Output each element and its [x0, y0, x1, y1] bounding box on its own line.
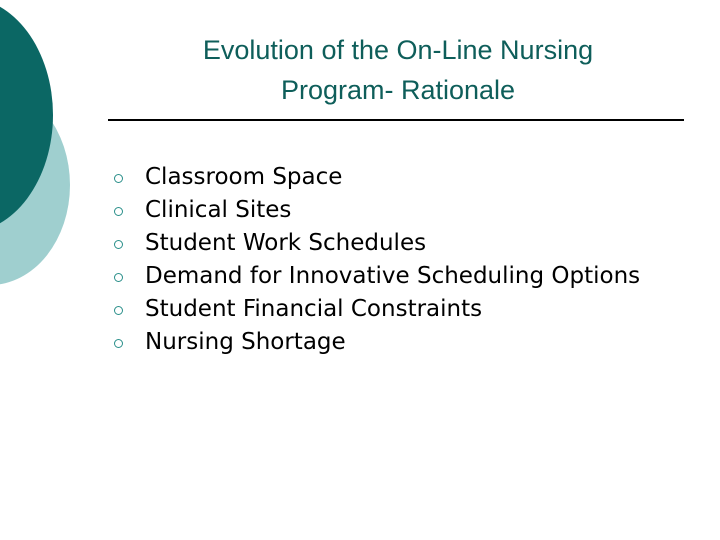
circle-bullet-icon: [114, 240, 123, 249]
bullet-item: [112, 297, 702, 322]
bullet-text: Student Financial Constraints: [145, 296, 483, 322]
bullet-item: [112, 165, 702, 190]
bullet-text: Classroom Space: [145, 164, 343, 190]
title-divider: [108, 119, 684, 121]
title-line-1: Evolution of the On-Line Nursing: [202, 35, 594, 65]
bullet-text: Nursing Shortage: [145, 329, 346, 355]
bullet-list: [112, 165, 702, 363]
slide-title: [118, 30, 678, 110]
bullet-item: [112, 231, 702, 256]
bullet-item: [112, 198, 702, 223]
title-line-2: Program- Rationale: [280, 75, 516, 105]
circle-bullet-icon: [114, 273, 123, 282]
circle-bullet-icon: [114, 339, 123, 348]
bullet-text: Student Work Schedules: [145, 230, 427, 256]
bullet-item: [112, 264, 702, 289]
circle-bullet-icon: [114, 306, 123, 315]
bullet-text: Demand for Innovative Scheduling Options: [145, 263, 641, 289]
bullet-item: [112, 330, 702, 355]
circle-bullet-icon: [114, 207, 123, 216]
circle-bullet-icon: [114, 174, 123, 183]
bullet-text: Clinical Sites: [145, 197, 292, 223]
